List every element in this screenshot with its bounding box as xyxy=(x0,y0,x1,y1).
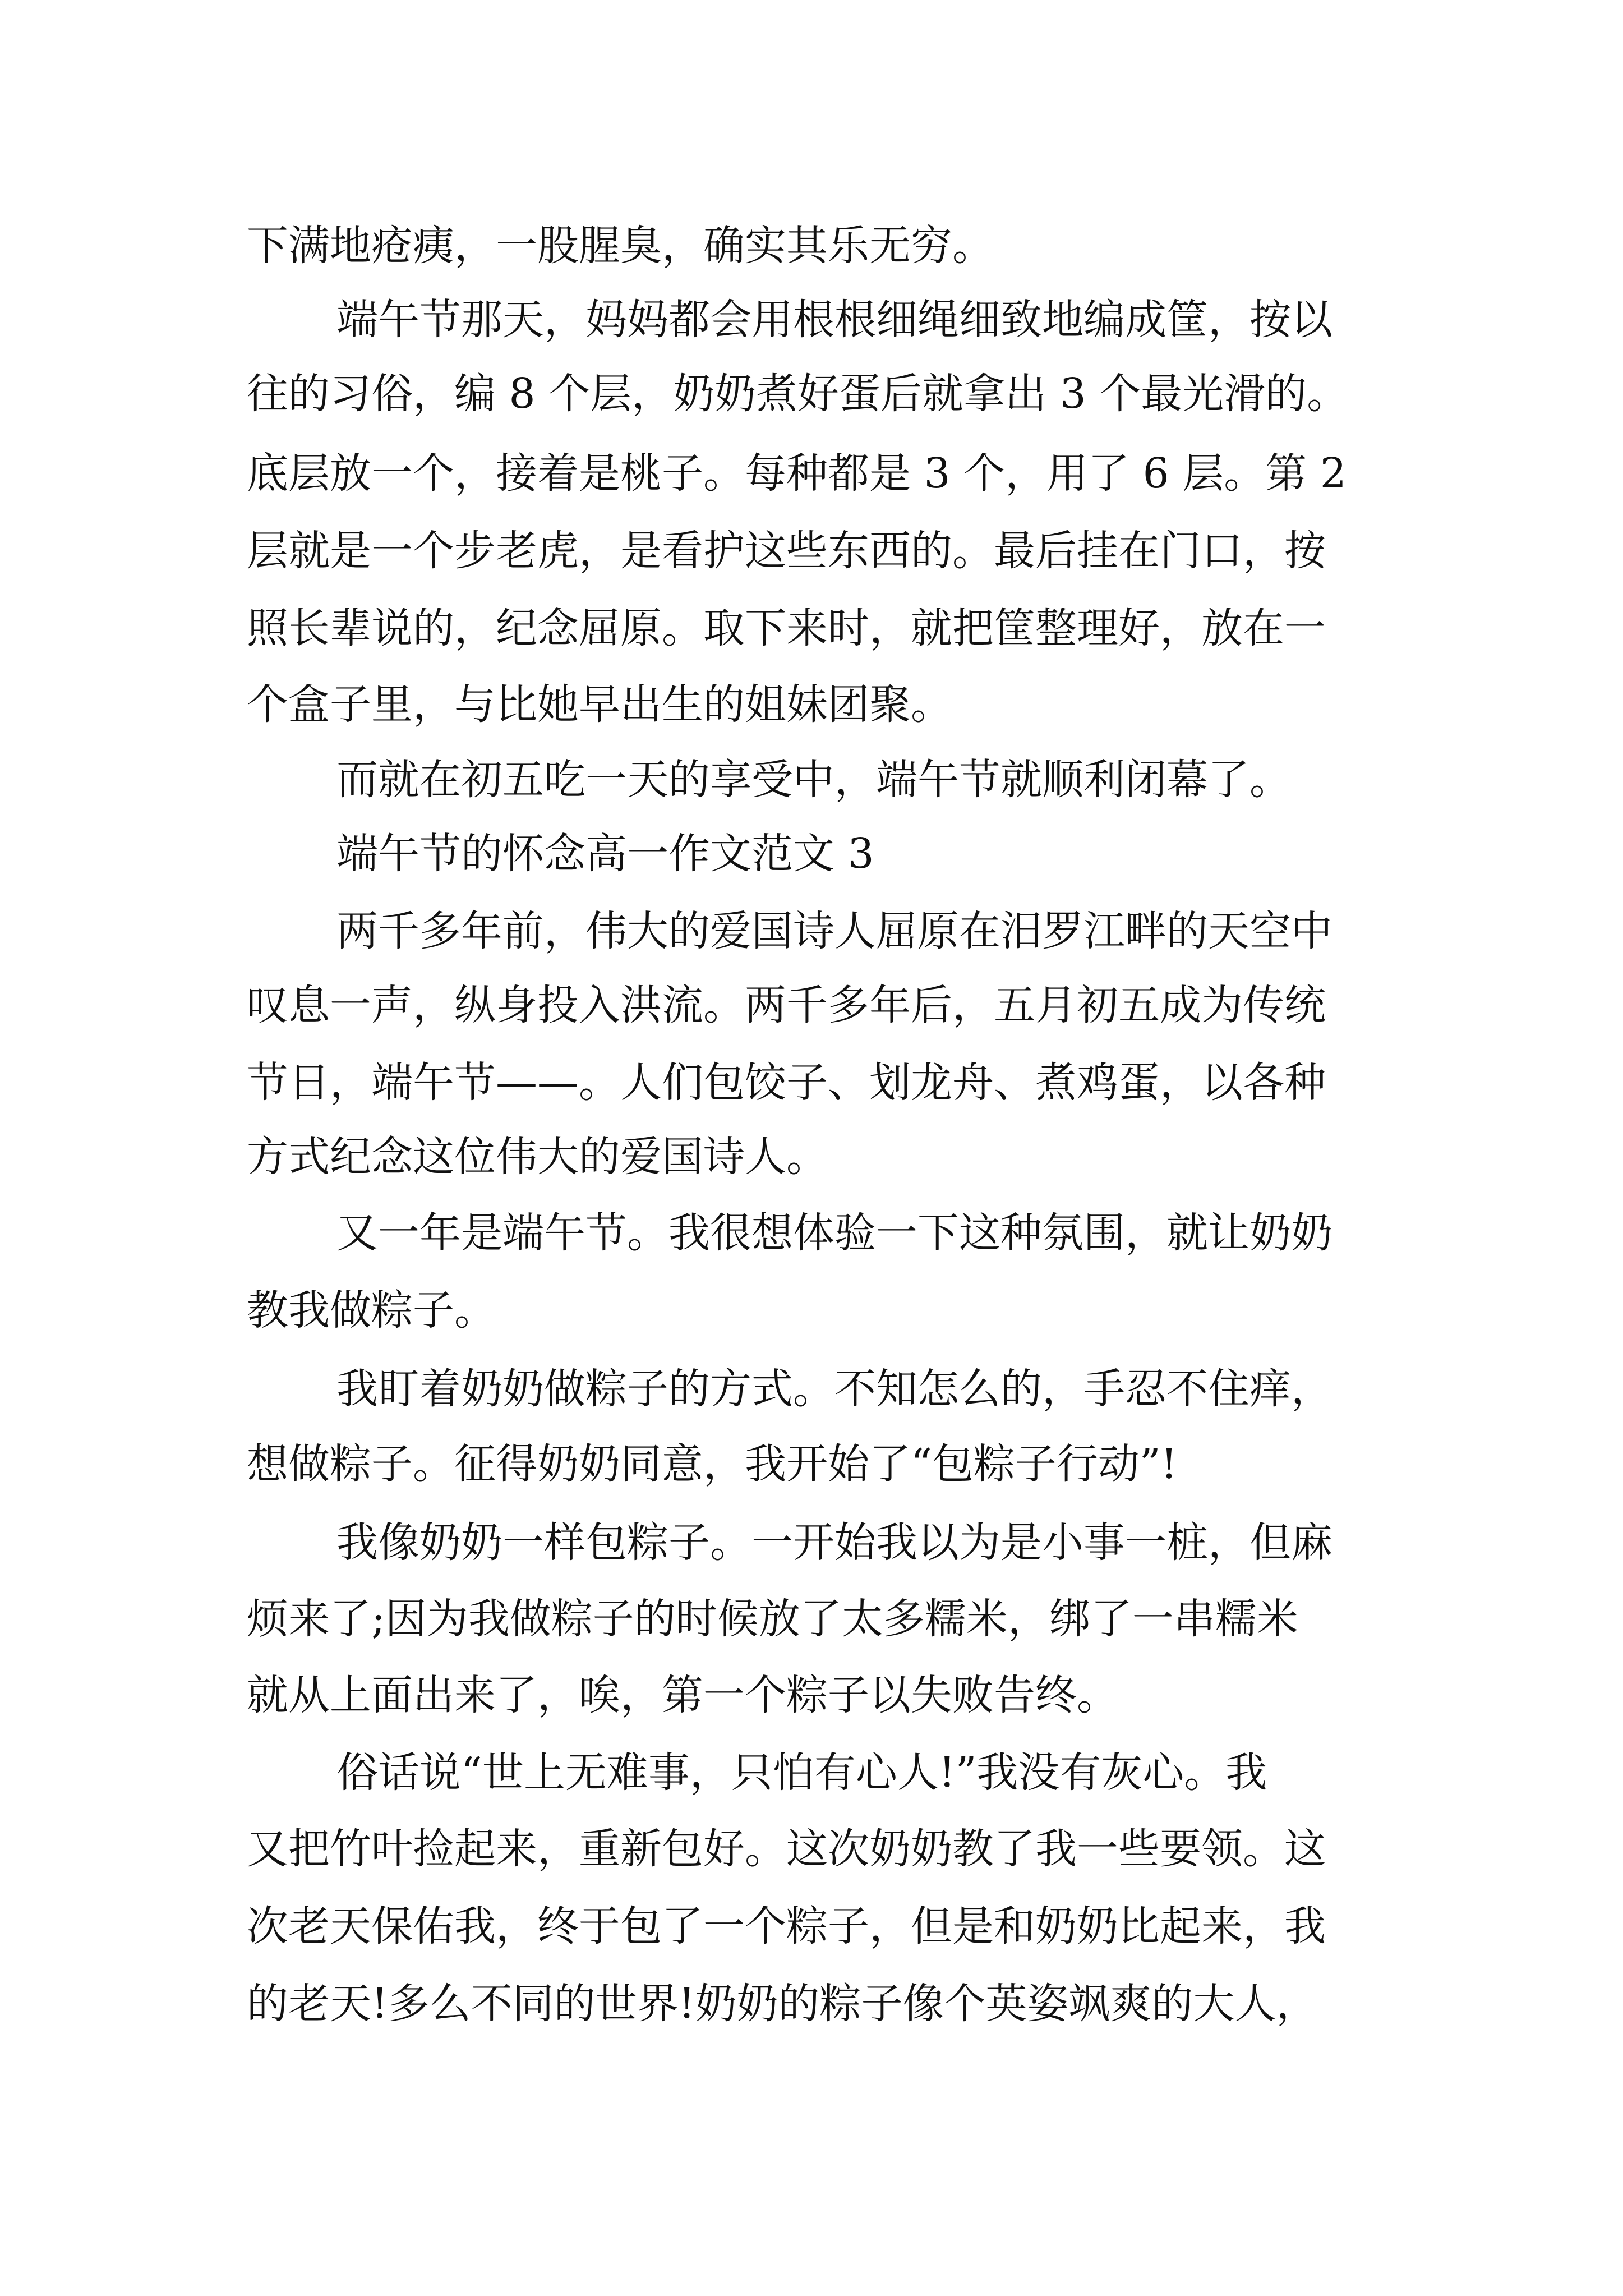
paragraph-line: 我像奶奶一样包粽子。一开始我以为是小事一桩，但麻 xyxy=(336,1519,1332,1567)
text-line: 又把竹叶捡起来，重新包好。这次奶奶教了我一些要领。这 xyxy=(247,1825,1326,1873)
text-line: 的老天!多么不同的世界!奶奶的粽子像个英姿飒爽的大人， xyxy=(247,1980,1318,2028)
text-line: 烦来了;因为我做粽子的时候放了太多糯米，绑了一串糯米 xyxy=(247,1595,1298,1643)
paragraph-line: 端午节那天，妈妈都会用根根细绳细致地编成筐，按以 xyxy=(336,296,1332,344)
text-line: 想做粽子。征得奶奶同意，我开始了“包粽子行动”! xyxy=(247,1440,1178,1488)
text-line: 次老天保佑我，终于包了一个粽子，但是和奶奶比起来，我 xyxy=(247,1902,1326,1950)
paragraph-line: 又一年是端午节。我很想体验一下这种氛围，就让奶奶 xyxy=(336,1209,1332,1257)
text-line: 教我做粽子。 xyxy=(247,1286,496,1335)
text-line: 往的习俗，编 8 个层，奶奶煮好蛋后就拿出 3 个最光滑的。 xyxy=(247,370,1349,418)
paragraph-line: 俗话说“世上无难事，只怕有心人!”我没有灰心。我 xyxy=(336,1749,1267,1797)
paragraph-line: 我盯着奶奶做粽子的方式。不知怎么的，手忍不住痒， xyxy=(336,1365,1332,1413)
text-line: 方式纪念这位伟大的爱国诗人。 xyxy=(247,1133,828,1181)
text-line: 叹息一声，纵身投入洪流。两千多年后，五月初五成为传统 xyxy=(247,981,1326,1029)
text-line: 层就是一个步老虎，是看护这些东西的。最后挂在门口，按 xyxy=(247,527,1326,575)
text-line: 底层放一个，接着是桃子。每种都是 3 个，用了 6 层。第 2 xyxy=(247,449,1347,498)
paragraph-line: 而就在初五吃一天的享受中，端午节就顺利闭幕了。 xyxy=(336,756,1291,804)
text-line: 节日，端午节——。人们包饺子、划龙舟、煮鸡蛋，以各种 xyxy=(247,1059,1326,1107)
text-line: 个盒子里，与比她早出生的姐妹团聚。 xyxy=(247,680,952,729)
text-line: 照长辈说的，纪念屈原。取下来时，就把筐整理好，放在一 xyxy=(247,604,1326,652)
paragraph-line: 两千多年前，伟大的爱国诗人屈原在汨罗江畔的天空中 xyxy=(336,907,1332,955)
text-line: 就从上面出来了，唉，第一个粽子以失败告终。 xyxy=(247,1671,1118,1719)
text-line: 下满地疮痍，一股腥臭，确实其乐无穷。 xyxy=(247,222,994,270)
section-heading: 端午节的怀念高一作文范文 3 xyxy=(336,830,874,878)
